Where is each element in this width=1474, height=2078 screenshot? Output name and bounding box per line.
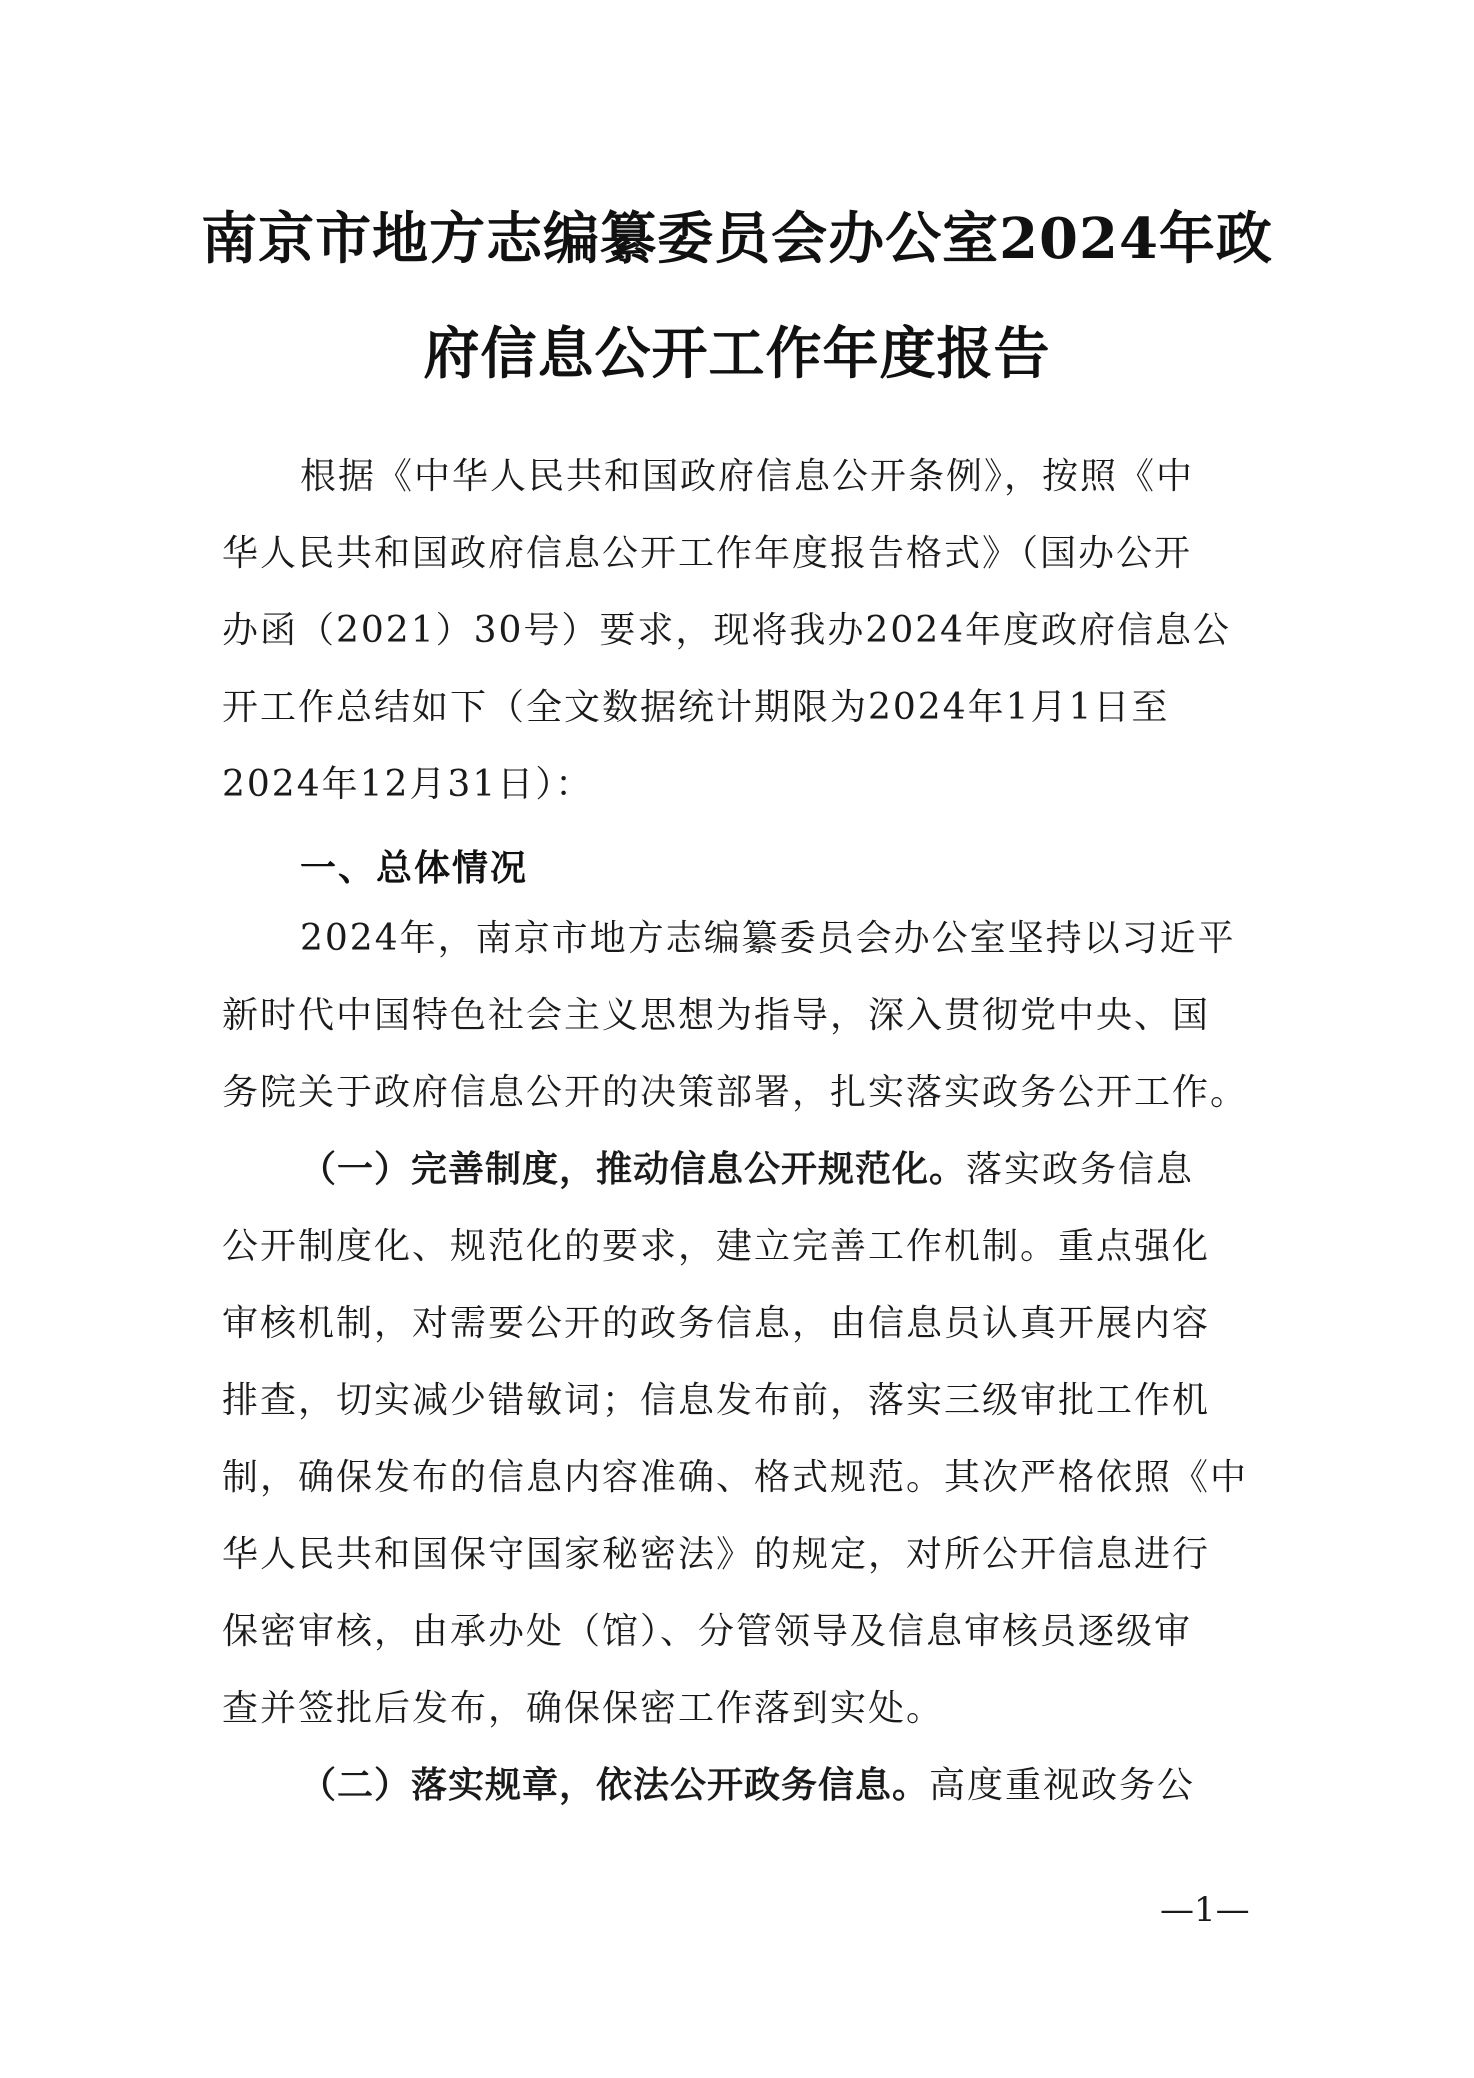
subsection-1-first-line [300,1148,1194,1192]
subsection-2-heading: （二）落实规章，依法公开政务信息。 [300,1765,930,1806]
overview-line-3: 务院关于政府信息公开的决策部署，扎实落实政务公开工作。 [222,1072,1249,1113]
subsection-1-line-8: 查并签批后发布，确保保密工作落到实处。 [222,1688,945,1729]
overview-line-1: 2024年，南京市地方志编纂委员会办公室坚持以习近平 [300,918,1236,959]
section-heading-overview: 一、总体情况 [300,848,529,889]
subsection-1-line-2: 公开制度化、规范化的要求，建立完善工作机制。重点强化 [222,1226,1211,1267]
subsection-1-line-5: 制，确保发布的信息内容准确、格式规范。其次严格依照《中 [222,1457,1249,1498]
overview-line-2: 新时代中国特色社会主义思想为指导，深入贯彻党中央、国 [222,995,1211,1036]
subsection-1-line-3: 审核机制，对需要公开的政务信息，由信息员认真开展内容 [222,1303,1211,1344]
subsection-2-first-line [300,1764,1195,1808]
subsection-1-line-4: 排查，切实减少错敏词；信息发布前，落实三级审批工作机 [222,1380,1211,1421]
intro-line-1: 根据《中华人民共和国政府信息公开条例》，按照《中 [300,456,1195,497]
intro-line-2: 华人民共和国政府信息公开工作年度报告格式》（国办公开 [222,533,1193,574]
page-number: —1— [1160,1890,1250,1930]
subsection-1-first-rest: 落实政务信息 [966,1149,1195,1190]
intro-line-3: 办函（2021）30号）要求，现将我办2024年度政府信息公 [222,610,1232,651]
subsection-1-line-7: 保密审核，由承办处（馆）、分管领导及信息审核员逐级审 [222,1611,1193,1652]
subsection-2-first-rest: 高度重视政务公 [929,1765,1196,1806]
intro-line-4: 开工作总结如下（全文数据统计期限为2024年1月1日至 [222,687,1170,728]
document-title-line-1: 南京市地方志编纂委员会办公室2024年政 [201,206,1273,272]
subsection-1-heading: （一）完善制度，推动信息公开规范化。 [300,1149,967,1190]
subsection-1-line-6: 华人民共和国保守国家秘密法》的规定，对所公开信息进行 [222,1534,1211,1575]
intro-line-5: 2024年12月31日）： [222,764,594,805]
document-title-line-2: 府信息公开工作年度报告 [423,321,1051,387]
